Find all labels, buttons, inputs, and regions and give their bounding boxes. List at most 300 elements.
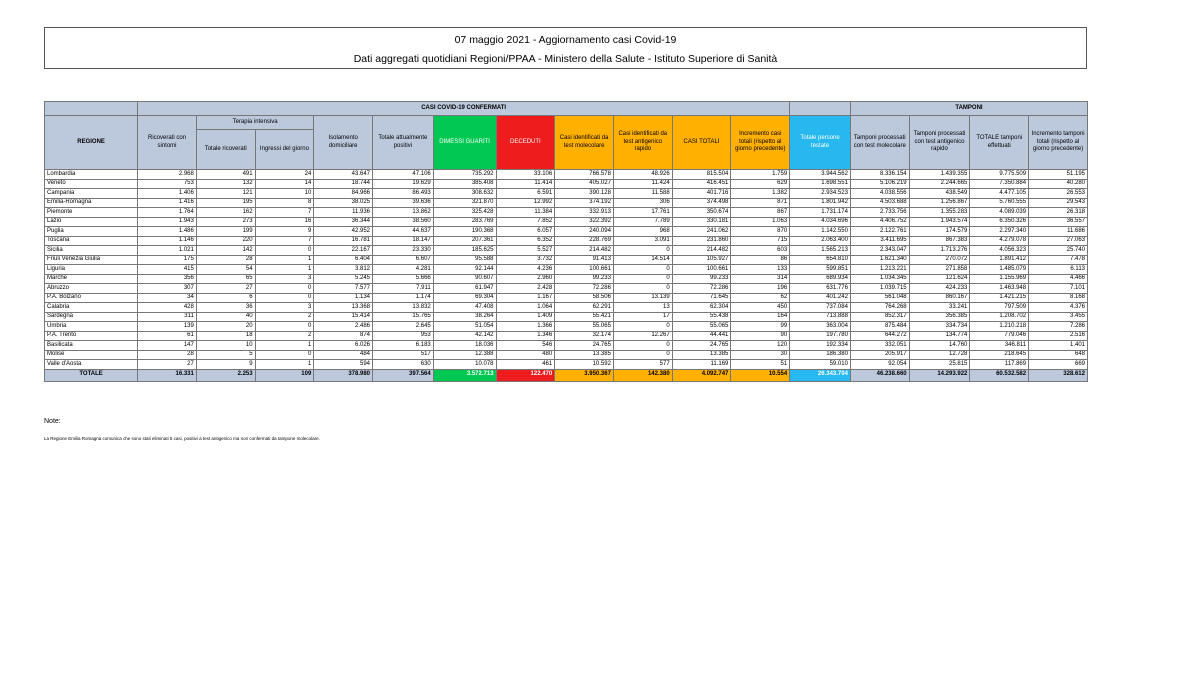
cell-antigenico: 11.588 <box>613 189 672 199</box>
cell-persone: 3.944.562 <box>790 170 851 180</box>
cell-ingressi: 2 <box>255 331 314 341</box>
cell-incremento: 1.382 <box>731 189 790 199</box>
cell-persone: 192.334 <box>790 341 851 351</box>
cell-t-totale: 4.089.039 <box>970 208 1029 218</box>
cell-t-antigenico: 438.549 <box>909 189 970 199</box>
cell-t-incremento: 26.553 <box>1029 189 1088 199</box>
col-totale-ricoverati: Totale ricoverati <box>196 130 255 170</box>
cell-regione: Molise <box>45 350 138 360</box>
cell-totali: 24.765 <box>672 341 731 351</box>
cell-terapia: 5 <box>196 350 255 360</box>
total-molecolare: 3.950.367 <box>555 369 614 381</box>
cell-antigenico: 0 <box>613 265 672 275</box>
cell-totali: 55.438 <box>672 312 731 322</box>
cell-t-incremento: 27.063 <box>1029 236 1088 246</box>
cell-ingressi: 14 <box>255 179 314 189</box>
table-row <box>45 341 1088 351</box>
cell-incremento: 450 <box>731 303 790 313</box>
cell-t-totale: 779.046 <box>970 331 1029 341</box>
cell-ricoverati: 28 <box>138 350 197 360</box>
cell-t-totale: 4.056.323 <box>970 246 1029 256</box>
cell-t-antigenico: 867.383 <box>909 236 970 246</box>
cell-t-antigenico: 25.815 <box>909 360 970 370</box>
cell-positivi: 4.281 <box>373 265 434 275</box>
cell-terapia: 36 <box>196 303 255 313</box>
cell-ricoverati: 311 <box>138 312 197 322</box>
cell-isolamento: 3.812 <box>314 265 373 275</box>
table-row <box>45 217 1088 227</box>
cell-ricoverati: 139 <box>138 322 197 332</box>
cell-t-incremento: 7.101 <box>1029 284 1088 294</box>
cell-t-antigenico: 1.256.867 <box>909 198 970 208</box>
cell-t-molecolare: 2.122.761 <box>850 227 909 237</box>
total-ingressi: 109 <box>255 369 314 381</box>
cell-regione: Valle d'Aosta <box>45 360 138 370</box>
cell-t-molecolare: 92.054 <box>850 360 909 370</box>
cell-t-molecolare: 205.917 <box>850 350 909 360</box>
cell-isolamento: 13.368 <box>314 303 373 313</box>
cell-deceduti: 11.414 <box>496 179 555 189</box>
cell-isolamento: 11.936 <box>314 208 373 218</box>
cell-antigenico: 0 <box>613 341 672 351</box>
cell-ingressi: 8 <box>255 198 314 208</box>
cell-ricoverati: 307 <box>138 284 197 294</box>
cell-t-totale: 9.775.509 <box>970 170 1029 180</box>
cell-dimessi: 190.368 <box>433 227 496 237</box>
cell-regione: P.A. Trento <box>45 331 138 341</box>
cell-ricoverati: 2.968 <box>138 170 197 180</box>
cell-totali: 11.169 <box>672 360 731 370</box>
cell-t-antigenico: 1.713.276 <box>909 246 970 256</box>
cell-isolamento: 38.025 <box>314 198 373 208</box>
cell-isolamento: 15.414 <box>314 312 373 322</box>
cell-t-totale: 1.208.702 <box>970 312 1029 322</box>
cell-incremento: 51 <box>731 360 790 370</box>
report-title: 07 maggio 2021 - Aggiornamento casi Covid-19 <box>454 34 677 46</box>
cell-isolamento: 42.952 <box>314 227 373 237</box>
cell-dimessi: 47.408 <box>433 303 496 313</box>
table-row <box>45 303 1088 313</box>
total-t-antigenico: 14.293.922 <box>909 369 970 381</box>
cell-isolamento: 16.781 <box>314 236 373 246</box>
cell-deceduti: 1.064 <box>496 303 555 313</box>
cell-positivi: 47.106 <box>373 170 434 180</box>
cell-t-incremento: 7.478 <box>1029 255 1088 265</box>
cell-positivi: 7.911 <box>373 284 434 294</box>
cell-t-totale: 1.155.969 <box>970 274 1029 284</box>
cell-t-incremento: 8.168 <box>1029 293 1088 303</box>
cell-regione: Sicilia <box>45 246 138 256</box>
cell-persone: 59.010 <box>790 360 851 370</box>
covid-data-table <box>44 101 1088 382</box>
cell-regione: Calabria <box>45 303 138 313</box>
cell-molecolare: 10.592 <box>555 360 614 370</box>
col-casi-totali: CASI TOTALI <box>672 116 731 170</box>
table-row <box>45 312 1088 322</box>
table-row <box>45 227 1088 237</box>
cell-terapia: 10 <box>196 341 255 351</box>
cell-t-totale: 797.509 <box>970 303 1029 313</box>
col-tamponi-molecolare: Tamponi processati con test molecolare <box>850 116 909 170</box>
cell-terapia: 18 <box>196 331 255 341</box>
col-isolamento: Isolamento domiciliare <box>314 116 373 170</box>
cell-t-molecolare: 852.317 <box>850 312 909 322</box>
cell-deceduti: 33.106 <box>496 170 555 180</box>
cell-totali: 241.062 <box>672 227 731 237</box>
cell-terapia: 132 <box>196 179 255 189</box>
cell-dimessi: 92.144 <box>433 265 496 275</box>
cell-ingressi: 3 <box>255 303 314 313</box>
cell-deceduti: 6.057 <box>496 227 555 237</box>
cell-t-molecolare: 875.484 <box>850 322 909 332</box>
cell-regione: Umbria <box>45 322 138 332</box>
table-row <box>45 255 1088 265</box>
cell-deceduti: 11.384 <box>496 208 555 218</box>
cell-isolamento: 22.167 <box>314 246 373 256</box>
cell-positivi: 2.645 <box>373 322 434 332</box>
report-subtitle: Dati aggregati quotidiani Regioni/PPAA - Ministero della Salute - Istituto Superiore di Sanità <box>353 53 778 65</box>
cell-antigenico: 0 <box>613 274 672 284</box>
cell-ricoverati: 415 <box>138 265 197 275</box>
cell-ricoverati: 27 <box>138 360 197 370</box>
cell-deceduti: 2.960 <box>496 274 555 284</box>
col-regione: REGIONE <box>45 116 138 170</box>
cell-antigenico: 17.761 <box>613 208 672 218</box>
cell-terapia: 220 <box>196 236 255 246</box>
cell-persone: 654.810 <box>790 255 851 265</box>
total-dimessi: 3.572.713 <box>433 369 496 381</box>
col-tamponi-antigenico: Tamponi processati con test antigenico rapido <box>909 116 970 170</box>
cell-deceduti: 4.236 <box>496 265 555 275</box>
cell-t-molecolare: 332.051 <box>850 341 909 351</box>
cell-t-molecolare: 644.272 <box>850 331 909 341</box>
cell-molecolare: 55.065 <box>555 322 614 332</box>
cell-ingressi: 16 <box>255 217 314 227</box>
col-ricoverati: Ricoverati con sintomi <box>138 116 197 170</box>
cell-t-molecolare: 1.039.715 <box>850 284 909 294</box>
cell-ingressi: 0 <box>255 350 314 360</box>
cell-ricoverati: 1.021 <box>138 246 197 256</box>
cell-positivi: 86.493 <box>373 189 434 199</box>
cell-t-antigenico: 1.943.574 <box>909 217 970 227</box>
group-tamponi-header: TAMPONI <box>850 102 1087 116</box>
cell-t-molecolare: 8.336.154 <box>850 170 909 180</box>
cell-molecolare: 405.027 <box>555 179 614 189</box>
cell-t-antigenico: 860.167 <box>909 293 970 303</box>
cell-t-antigenico: 134.774 <box>909 331 970 341</box>
cell-molecolare: 13.385 <box>555 350 614 360</box>
cell-regione: Basilicata <box>45 341 138 351</box>
cell-isolamento: 6.026 <box>314 341 373 351</box>
cell-ingressi: 1 <box>255 265 314 275</box>
total-positivi: 397.564 <box>373 369 434 381</box>
cell-deceduti: 2.428 <box>496 284 555 294</box>
cell-terapia: 9 <box>196 360 255 370</box>
cell-t-antigenico: 33.241 <box>909 303 970 313</box>
cell-t-totale: 7.350.884 <box>970 179 1029 189</box>
cell-isolamento: 594 <box>314 360 373 370</box>
cell-ingressi: 1 <box>255 341 314 351</box>
cell-isolamento: 7.577 <box>314 284 373 294</box>
cell-molecolare: 228.769 <box>555 236 614 246</box>
cell-dimessi: 18.036 <box>433 341 496 351</box>
cell-persone: 599.851 <box>790 265 851 275</box>
total-incremento: 10.554 <box>731 369 790 381</box>
cell-terapia: 491 <box>196 170 255 180</box>
cell-deceduti: 3.732 <box>496 255 555 265</box>
cell-positivi: 630 <box>373 360 434 370</box>
cell-molecolare: 55.421 <box>555 312 614 322</box>
cell-antigenico: 7.789 <box>613 217 672 227</box>
cell-molecolare: 72.286 <box>555 284 614 294</box>
cell-ingressi: 0 <box>255 284 314 294</box>
table-row <box>45 246 1088 256</box>
total-t-incremento: 328.612 <box>1029 369 1088 381</box>
cell-t-antigenico: 334.734 <box>909 322 970 332</box>
cell-ingressi: 7 <box>255 236 314 246</box>
table-row <box>45 208 1088 218</box>
cell-dimessi: 38.264 <box>433 312 496 322</box>
cell-t-incremento: 2.516 <box>1029 331 1088 341</box>
cell-dimessi: 283.769 <box>433 217 496 227</box>
cell-t-incremento: 3.455 <box>1029 312 1088 322</box>
total-ricoverati: 16.331 <box>138 369 197 381</box>
table-row <box>45 274 1088 284</box>
cell-ingressi: 0 <box>255 246 314 256</box>
cell-persone: 186.380 <box>790 350 851 360</box>
cell-molecolare: 24.765 <box>555 341 614 351</box>
cell-t-incremento: 36.557 <box>1029 217 1088 227</box>
cell-terapia: 142 <box>196 246 255 256</box>
cell-ingressi: 1 <box>255 255 314 265</box>
cell-regione: Sardegna <box>45 312 138 322</box>
table-row <box>45 179 1088 189</box>
cell-terapia: 54 <box>196 265 255 275</box>
cell-positivi: 1.174 <box>373 293 434 303</box>
cell-positivi: 15.765 <box>373 312 434 322</box>
cell-molecolare: 100.661 <box>555 265 614 275</box>
cell-regione: Emilia-Romagna <box>45 198 138 208</box>
cell-t-incremento: 669 <box>1029 360 1088 370</box>
cell-antigenico: 17 <box>613 312 672 322</box>
cell-incremento: 629 <box>731 179 790 189</box>
cell-t-molecolare: 1.213.221 <box>850 265 909 275</box>
cell-isolamento: 18.744 <box>314 179 373 189</box>
cell-ricoverati: 1.764 <box>138 208 197 218</box>
cell-molecolare: 766.578 <box>555 170 614 180</box>
cell-ingressi: 0 <box>255 322 314 332</box>
cell-dimessi: 325.428 <box>433 208 496 218</box>
cell-persone: 2.063.400 <box>790 236 851 246</box>
cell-positivi: 13.862 <box>373 208 434 218</box>
col-casi-antigenico: Casi identificati da test antigenico rapido <box>613 116 672 170</box>
cell-incremento: 90 <box>731 331 790 341</box>
cell-antigenico: 3.091 <box>613 236 672 246</box>
cell-positivi: 19.629 <box>373 179 434 189</box>
cell-ingressi: 24 <box>255 170 314 180</box>
cell-deceduti: 1.409 <box>496 312 555 322</box>
col-deceduti: DECEDUTI <box>496 116 555 170</box>
col-dimessi: DIMESSI GUARITI <box>433 116 496 170</box>
col-persone-testate: Totale persone testate <box>790 116 851 170</box>
cell-t-molecolare: 2.733.756 <box>850 208 909 218</box>
cell-t-totale: 1.485.079 <box>970 265 1029 275</box>
group-spacer-cell <box>790 102 851 116</box>
cell-totali: 416.451 <box>672 179 731 189</box>
cell-antigenico: 13 <box>613 303 672 313</box>
cell-molecolare: 332.913 <box>555 208 614 218</box>
cell-dimessi: 69.304 <box>433 293 496 303</box>
cell-t-totale: 1.463.948 <box>970 284 1029 294</box>
cell-antigenico: 577 <box>613 360 672 370</box>
cell-isolamento: 6.404 <box>314 255 373 265</box>
cell-totali: 105.927 <box>672 255 731 265</box>
cell-positivi: 23.330 <box>373 246 434 256</box>
cell-dimessi: 61.947 <box>433 284 496 294</box>
cell-dimessi: 308.632 <box>433 189 496 199</box>
cell-persone: 689.934 <box>790 274 851 284</box>
cell-t-molecolare: 5.106.219 <box>850 179 909 189</box>
cell-incremento: 120 <box>731 341 790 351</box>
cell-incremento: 1.759 <box>731 170 790 180</box>
cell-t-molecolare: 764.268 <box>850 303 909 313</box>
cell-ingressi: 2 <box>255 312 314 322</box>
cell-regione: Liguria <box>45 265 138 275</box>
total-persone: 26.343.704 <box>790 369 851 381</box>
cell-dimessi: 10.078 <box>433 360 496 370</box>
cell-molecolare: 32.174 <box>555 331 614 341</box>
cell-terapia: 28 <box>196 255 255 265</box>
cell-t-incremento: 4.376 <box>1029 303 1088 313</box>
cell-t-molecolare: 561.048 <box>850 293 909 303</box>
cell-dimessi: 185.625 <box>433 246 496 256</box>
table-row <box>45 170 1088 180</box>
cell-terapia: 195 <box>196 198 255 208</box>
cell-totali: 350.674 <box>672 208 731 218</box>
cell-deceduti: 1.366 <box>496 322 555 332</box>
cell-t-totale: 5.760.555 <box>970 198 1029 208</box>
cell-positivi: 39.636 <box>373 198 434 208</box>
cell-regione: Marche <box>45 274 138 284</box>
cell-ingressi: 7 <box>255 208 314 218</box>
cell-persone: 737.084 <box>790 303 851 313</box>
col-incremento-casi: Incremento casi totali (rispetto al giorno precedente) <box>731 116 790 170</box>
cell-t-incremento: 25.740 <box>1029 246 1088 256</box>
cell-deceduti: 546 <box>496 341 555 351</box>
cell-positivi: 5.666 <box>373 274 434 284</box>
group-terapia-header: Terapia intensiva <box>196 116 313 130</box>
cell-t-totale: 218.645 <box>970 350 1029 360</box>
cell-dimessi: 51.054 <box>433 322 496 332</box>
cell-isolamento: 43.647 <box>314 170 373 180</box>
cell-ricoverati: 356 <box>138 274 197 284</box>
cell-isolamento: 1.134 <box>314 293 373 303</box>
cell-t-incremento: 26.318 <box>1029 208 1088 218</box>
total-isolamento: 378.980 <box>314 369 373 381</box>
cell-ingressi: 3 <box>255 274 314 284</box>
cell-antigenico: 11.424 <box>613 179 672 189</box>
cell-isolamento: 874 <box>314 331 373 341</box>
cell-totali: 214.482 <box>672 246 731 256</box>
cell-dimessi: 12.388 <box>433 350 496 360</box>
cell-antigenico: 968 <box>613 227 672 237</box>
cell-molecolare: 58.506 <box>555 293 614 303</box>
table-row <box>45 322 1088 332</box>
cell-t-totale: 1.891.412 <box>970 255 1029 265</box>
cell-t-totale: 1.210.218 <box>970 322 1029 332</box>
cell-antigenico: 12.267 <box>613 331 672 341</box>
cell-positivi: 6.183 <box>373 341 434 351</box>
cell-t-antigenico: 356.385 <box>909 312 970 322</box>
cell-totali: 13.385 <box>672 350 731 360</box>
cell-isolamento: 2.486 <box>314 322 373 332</box>
notes-label: Note: <box>44 418 61 425</box>
cell-persone: 1.142.550 <box>790 227 851 237</box>
cell-t-molecolare: 4.406.752 <box>850 217 909 227</box>
cell-totali: 330.181 <box>672 217 731 227</box>
cell-t-totale: 117.869 <box>970 360 1029 370</box>
cell-positivi: 13.832 <box>373 303 434 313</box>
cell-ingressi: 1 <box>255 360 314 370</box>
table-row <box>45 331 1088 341</box>
cell-antigenico: 48.926 <box>613 170 672 180</box>
cell-incremento: 86 <box>731 255 790 265</box>
cell-persone: 401.242 <box>790 293 851 303</box>
cell-terapia: 199 <box>196 227 255 237</box>
cell-deceduti: 7.852 <box>496 217 555 227</box>
cell-terapia: 40 <box>196 312 255 322</box>
cell-regione: Lazio <box>45 217 138 227</box>
cell-regione: Veneto <box>45 179 138 189</box>
cell-t-molecolare: 2.343.047 <box>850 246 909 256</box>
cell-terapia: 20 <box>196 322 255 332</box>
cell-incremento: 30 <box>731 350 790 360</box>
cell-t-antigenico: 1.439.355 <box>909 170 970 180</box>
cell-t-incremento: 51.195 <box>1029 170 1088 180</box>
cell-t-incremento: 1.401 <box>1029 341 1088 351</box>
cell-isolamento: 36.344 <box>314 217 373 227</box>
cell-t-molecolare: 1.034.345 <box>850 274 909 284</box>
table-row <box>45 350 1088 360</box>
cell-t-incremento: 6.113 <box>1029 265 1088 275</box>
cell-incremento: 133 <box>731 265 790 275</box>
cell-positivi: 18.147 <box>373 236 434 246</box>
cell-regione: Friuli Venezia Giulia <box>45 255 138 265</box>
cell-ingressi: 0 <box>255 293 314 303</box>
cell-t-totale: 4.477.105 <box>970 189 1029 199</box>
cell-t-incremento: 29.543 <box>1029 198 1088 208</box>
cell-dimessi: 95.588 <box>433 255 496 265</box>
cell-totali: 44.441 <box>672 331 731 341</box>
cell-ricoverati: 1.146 <box>138 236 197 246</box>
table-row <box>45 236 1088 246</box>
cell-regione: Toscana <box>45 236 138 246</box>
cell-molecolare: 99.233 <box>555 274 614 284</box>
cell-antigenico: 14.514 <box>613 255 672 265</box>
cell-antigenico: 0 <box>613 350 672 360</box>
report-header <box>44 27 1087 69</box>
cell-isolamento: 84.966 <box>314 189 373 199</box>
total-terapia: 2.253 <box>196 369 255 381</box>
cell-totale-label: TOTALE <box>45 369 138 381</box>
cell-t-antigenico: 121.624 <box>909 274 970 284</box>
cell-ricoverati: 1.406 <box>138 189 197 199</box>
cell-t-molecolare: 4.038.556 <box>850 189 909 199</box>
cell-molecolare: 91.413 <box>555 255 614 265</box>
cell-incremento: 62 <box>731 293 790 303</box>
table-row <box>45 198 1088 208</box>
cell-incremento: 164 <box>731 312 790 322</box>
